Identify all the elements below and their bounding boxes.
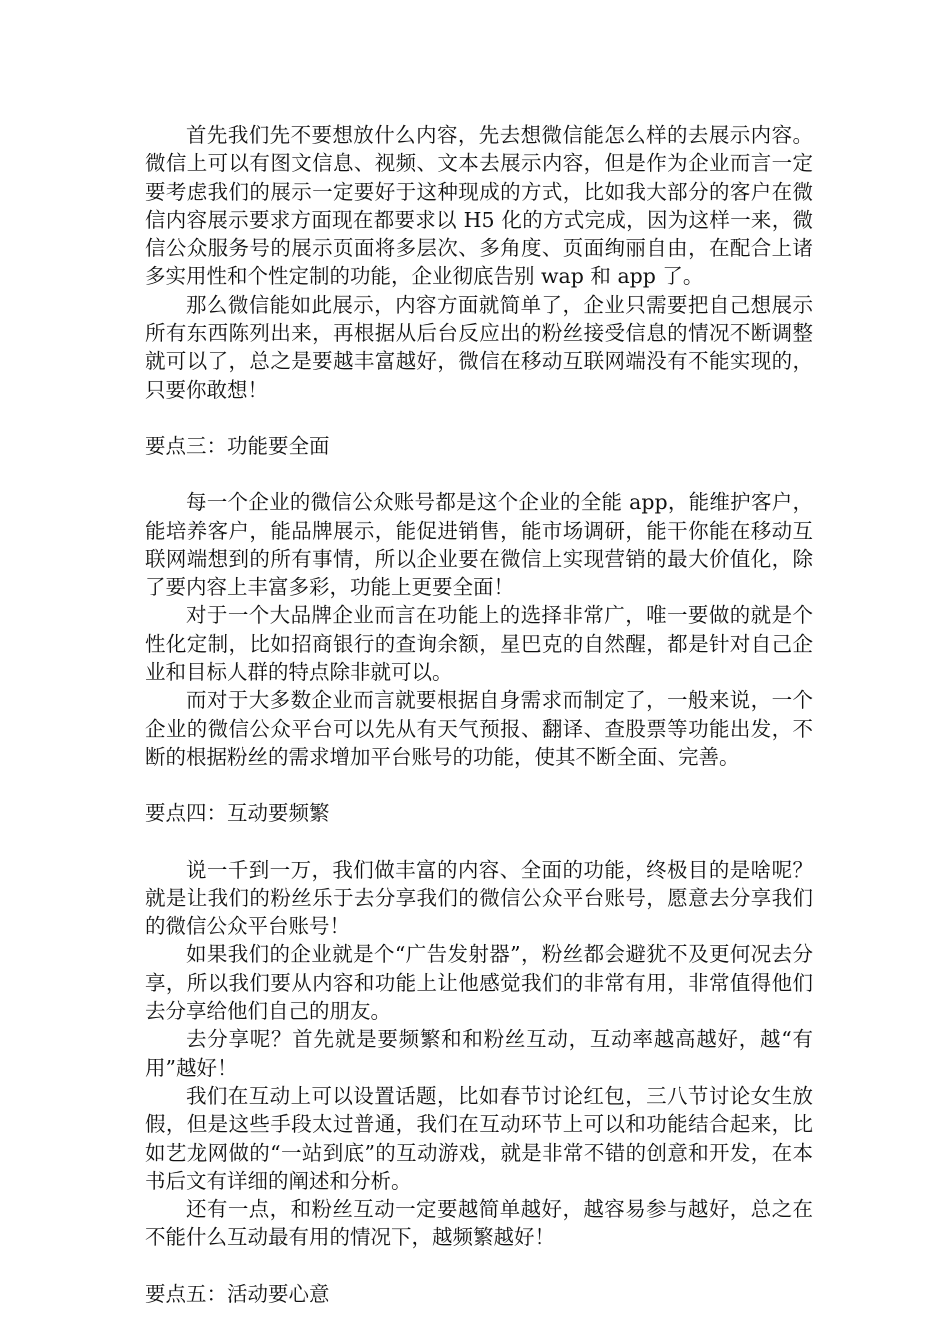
- section-heading: 要点三：功能要全面: [145, 433, 330, 458]
- paragraph: 如果我们的企业就是个“广告发射器”，粉丝都会避犹不及更何况去分享，所以我们要从内容和功能上让他感觉我们的非常有用，非常值得他们去分享给他们自己的朋友。: [145, 942, 813, 1024]
- paragraph: 对于一个大品牌企业而言在功能上的选择非常广，唯一要做的就是个性化定制，比如招商银行的查询余额，星巴克的自然醒，都是针对自己企业和目标人群的特点除非就可以。: [145, 603, 813, 685]
- document-page: [145, 121, 813, 1308]
- paragraph: 我们在互动上可以设置话题，比如春节讨论红包，三八节讨论女生放假，但是这些手段太过普通，我们在互动环节上可以和功能结合起来，比如艺龙网做的“一站到底”的互动游戏，就是非常不错的创意和开发，在本书后文有详细的阐述和分析。: [145, 1083, 813, 1193]
- paragraph: 而对于大多数企业而言就要根据自身需求而制定了，一般来说，一个企业的微信公众平台可以先从有天气预报、翻译、查股票等功能出发，不断的根据粉丝的需求增加平台账号的功能，使其不断全面、完善。: [145, 688, 813, 769]
- section-heading: 要点四：互动要频繁: [145, 801, 330, 826]
- paragraph: 说一千到一万，我们做丰富的内容、全面的功能，终极目的是啥呢？就是让我们的粉丝乐于去分享我们的微信公众平台账号，愿意去分享我们的微信公众平台账号！: [145, 857, 813, 939]
- paragraph: 去分享呢？首先就是要频繁和和粉丝互动，互动率越高越好，越“有用”越好！: [145, 1027, 813, 1080]
- paragraph: 首先我们先不要想放什么内容，先去想微信能怎么样的去展示内容。微信上可以有图文信息、视频、文本去展示内容，但是作为企业而言一定要考虑我们的展示一定要好于这种现成的方式，比如我大部分的客户在微信内容展示要求方面现在都要求以 H5 化的方式完成，因为这样一来，微信公众服务号的展示页面将多层次、多角度、页面绚丽自由，在配合上诸多实用性和个性定制的功能，企业彻底告别 wap 和 app 了。: [145, 123, 813, 289]
- paragraph: 每一个企业的微信公众账号都是这个企业的全能 app，能维护客户，能培养客户，能品牌展示，能促进销售，能市场调研，能干你能在移动互联网端想到的所有事情，所以企业要在微信上实现营销的最大价值化，除了要内容上丰富多彩，功能上更要全面！: [145, 490, 813, 600]
- paragraph: 那么微信能如此展示，内容方面就简单了，企业只需要把自己想展示所有东西陈列出来，再根据从后台反应出的粉丝接受信息的情况不断调整就可以了，总之是要越丰富越好，微信在移动互联网端没有不能实现的，只要你敢想！: [145, 292, 813, 402]
- section-heading: 要点五：活动要心意: [145, 1281, 330, 1306]
- paragraph: 还有一点，和粉丝互动一定要越简单越好，越容易参与越好，总之在不能什么互动最有用的情况下，越频繁越好！: [145, 1197, 813, 1250]
